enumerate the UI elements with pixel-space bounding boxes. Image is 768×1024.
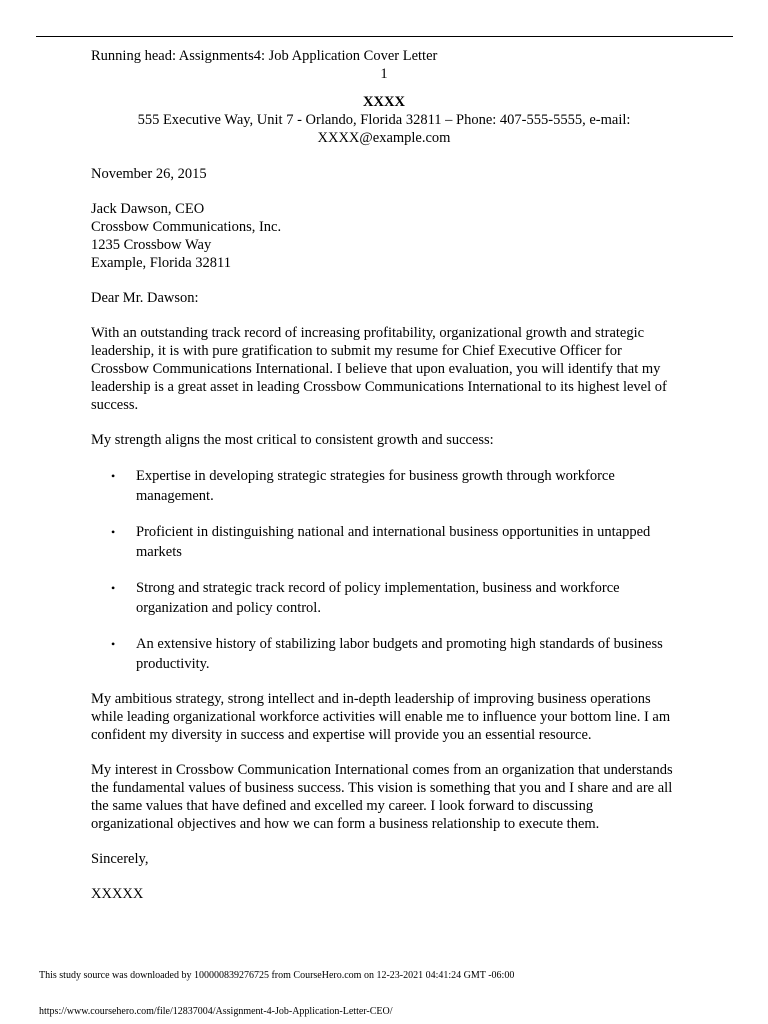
salutation: Dear Mr. Dawson: [91, 290, 199, 306]
recipient-company: Crossbow Communications, Inc. [91, 219, 282, 235]
bullet-icon: • [111, 637, 116, 651]
intro-paragraph: With an outstanding track record of increasing profitability, organizational growth and strategic leadership, it is with pure gratification to submit my resume for Chief Executive Officer for Crossbow Communications International. I believe that upon evaluation, you will identify that my leadership is a great asset in leading Crossbow Communications International to its highest level of success. [91, 325, 667, 413]
list-item-text: An extensive history of stabilizing labor budgets and promoting high standards of business productivity. [136, 636, 663, 672]
strength-lead-paragraph: My strength aligns the most critical to consistent growth and success: [91, 432, 494, 448]
strengths-list [91, 466, 677, 674]
list-item [91, 522, 677, 562]
list-item-text: Expertise in developing strategic strategies for business growth through workforce management. [136, 468, 615, 504]
letter-page [91, 47, 677, 903]
signature: XXXXX [91, 886, 144, 902]
closing: Sincerely, [91, 851, 149, 867]
download-notice: This study source was downloaded by 100000839276725 from CourseHero.com on 12-23-2021 04:41:24 GMT -06:00 [39, 970, 515, 981]
interest-paragraph: My interest in Crossbow Communication International comes from an organization that understands the fundamental values of business success. This vision is something that you and I share and are all the same values that have defined and excelled my career. I look forward to discussing organizational objectives and how we can form a business relationship to execute them. [91, 762, 673, 832]
list-item [91, 466, 677, 506]
recipient-street: 1235 Crossbow Way [91, 237, 212, 253]
page-number: 1 [380, 66, 388, 82]
bullet-icon: • [111, 469, 116, 483]
recipient-city: Example, Florida 32811 [91, 255, 232, 271]
source-url-link[interactable]: https://www.coursehero.com/file/12837004/Assignment-4-Job-Application-Letter-CEO/ [39, 1006, 393, 1017]
list-item [91, 578, 677, 618]
list-item [91, 634, 677, 674]
list-item-text: Strong and strategic track record of policy implementation, business and workforce organization and policy control. [136, 580, 620, 616]
strategy-paragraph: My ambitious strategy, strong intellect and in-depth leadership of improving business operations while leading organizational workforce activities will enable me to influence your bottom line. I am confident my diversity in success and expertise will provide you an essential resource. [91, 691, 671, 743]
recipient-block [91, 200, 677, 272]
sender-block [91, 93, 677, 147]
running-head: Running head: Assignments4: Job Application Cover Letter [91, 48, 438, 64]
sender-name: XXXX [363, 94, 405, 110]
header-rule [36, 36, 733, 37]
bullet-icon: • [111, 581, 116, 595]
letter-date: November 26, 2015 [91, 166, 207, 182]
recipient-name: Jack Dawson, CEO [91, 201, 205, 217]
bullet-icon: • [111, 525, 116, 539]
sender-address: 555 Executive Way, Unit 7 - Orlando, Florida 32811 – Phone: 407-555-5555, e-mail: XXXX@example.com [137, 112, 631, 146]
list-item-text: Proficient in distinguishing national and international business opportunities in untapped markets [136, 524, 651, 560]
